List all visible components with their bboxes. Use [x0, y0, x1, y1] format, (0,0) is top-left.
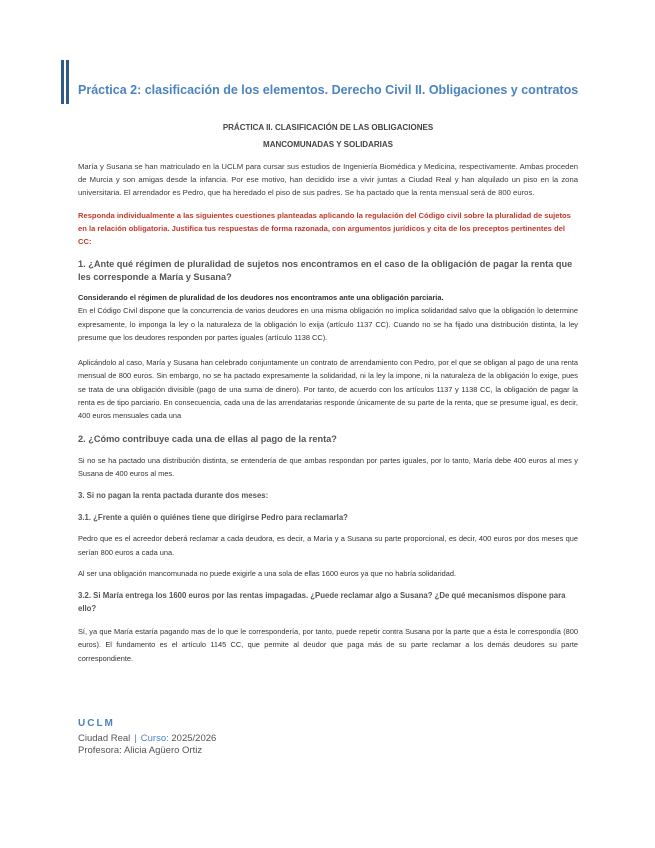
answer-3-1-paragraph: Pedro que es el acreedor deberá reclamar a cada deudora, es decir, a María y a Susana su parte proporcional, es decir, 400 euros por dos meses que serían 800 euros a cada una.	[78, 534, 578, 557]
header-accent-bar	[66, 60, 69, 104]
answer-1-paragraph: Aplicándolo al caso, María y Susana han celebrado conjuntamente un contrato de arrendamiento con Pedro, por el que se obligan al pago de una renta mensual de 800 euros. Sin embargo, no se ha pactado expresamente la solidaridad, ni la ley la impone, ni la naturaleza de la obligación lo exige, pues se trata de una obligación divisible (pago de una suma de dinero). Por tanto, de acuerdo con los artículos 1137 y 1138 CC, la obligación de pagar la renta es de tipo parciario. En consecuencia, cada una de las arrendatarias responde únicamente de su parte de la renta, que se presume igual, es decir, 400 euros mensuales cada una	[78, 358, 578, 421]
intro-paragraph: María y Susana se han matriculado en la UCLM para cursar sus estudios de Ingeniería Biomédica y Medicina, respectivamente. Ambas proceden de Murcia y son amigas desde la infancia. Por ese motivo, han decidido irse a vivir juntas a Ciudad Real y han alquilado un piso en la zona universitaria. El arrendador es Pedro, que ha heredado el piso de sus padres. Se ha pactado que la renta mensual será de 800 euros.	[78, 162, 578, 197]
answer-3-2: Sí, ya que María estaría pagando mas de lo que le correspondería, por tanto, puede repetir contra Susana por la parte que a ésta le correspondía (800 euros). El fundamento es el artículo 1145 CC, que permite al deudor que paga más de su parte reclamar a los demás deudores su parte correspondiente.	[78, 627, 578, 663]
question-3-1: 3.1. ¿Frente a quién o quiénes tiene que dirigirse Pedro para reclamarla?	[78, 513, 348, 523]
answer-3-1-paragraph: Al ser una obligación mancomunada no puede exigirle a una sola de ellas 1600 euros ya que no habría solidaridad.	[78, 568, 457, 578]
footer-course-label: Curso:	[140, 733, 169, 744]
question-3-2: 3.2. Si María entrega los 1600 euros por las rentas impagadas. ¿Puede reclamar algo a Susana? ¿De qué mecanismos dispone para ello?	[78, 591, 566, 614]
page-footer	[78, 718, 216, 756]
page-header-title: Práctica 2: clasificación de los elementos. Derecho Civil II. Obligaciones y contratos	[78, 83, 579, 97]
document-subtitle: MANCOMUNADAS Y SOLIDARIAS	[263, 140, 393, 149]
footer-brand: UCLM	[78, 718, 115, 729]
footer-city: Ciudad Real	[78, 733, 131, 744]
question-1: 1. ¿Ante qué régimen de pluralidad de sujetos nos encontramos en el caso de la obligación de pagar la renta que les corresponde a María y Susana?	[78, 259, 573, 282]
footer-course-line	[78, 733, 216, 744]
document-body	[78, 123, 578, 665]
question-2: 2. ¿Cómo contribuye cada una de ellas al pago de la renta?	[78, 433, 337, 444]
question-3: 3. Si no pagan la renta pactada durante dos meses:	[78, 491, 269, 501]
answer-1-summary: Considerando el régimen de pluralidad de los deudores nos encontramos ante una obligación parciaria.	[78, 293, 444, 302]
answer-2: Si no se ha pactado una distribución distinta, se entendería de que ambas respondan por partes iguales, por lo tanto, María debe 400 euros al mes y Susana de 400 euros al mes.	[78, 455, 578, 478]
footer-separator: |	[134, 733, 137, 744]
header-accent-bar	[61, 60, 64, 104]
footer-course-value: 2025/2026	[171, 733, 217, 744]
footer-professor: Profesora: Alicia Agüero Ortiz	[78, 745, 203, 756]
document-title: PRÁCTICA II. CLASIFICACIÓN DE LAS OBLIGACIONES	[222, 123, 434, 132]
instructions-paragraph: Responda individualmente a las siguientes cuestiones planteadas aplicando la regulación del Código civil sobre la pluralidad de sujetos en la relación obligatoria. Justifica tus respuestas de forma razonada, con argumentos jurídicos y cita de los preceptos pertinentes del CC:	[78, 211, 571, 246]
answer-1-paragraph: En el Código Civil dispone que la concurrencia de varios deudores en una misma obligación no implica solidaridad salvo que la obligación lo determine expresamente, lo imponga la ley o la naturaleza de la obligación lo exija (artículo 1137 CC). Cuando no se ha fijado una distribución distinta, la ley presume que los deudores responden por partes iguales (artículo 1138 CC).	[78, 306, 578, 342]
